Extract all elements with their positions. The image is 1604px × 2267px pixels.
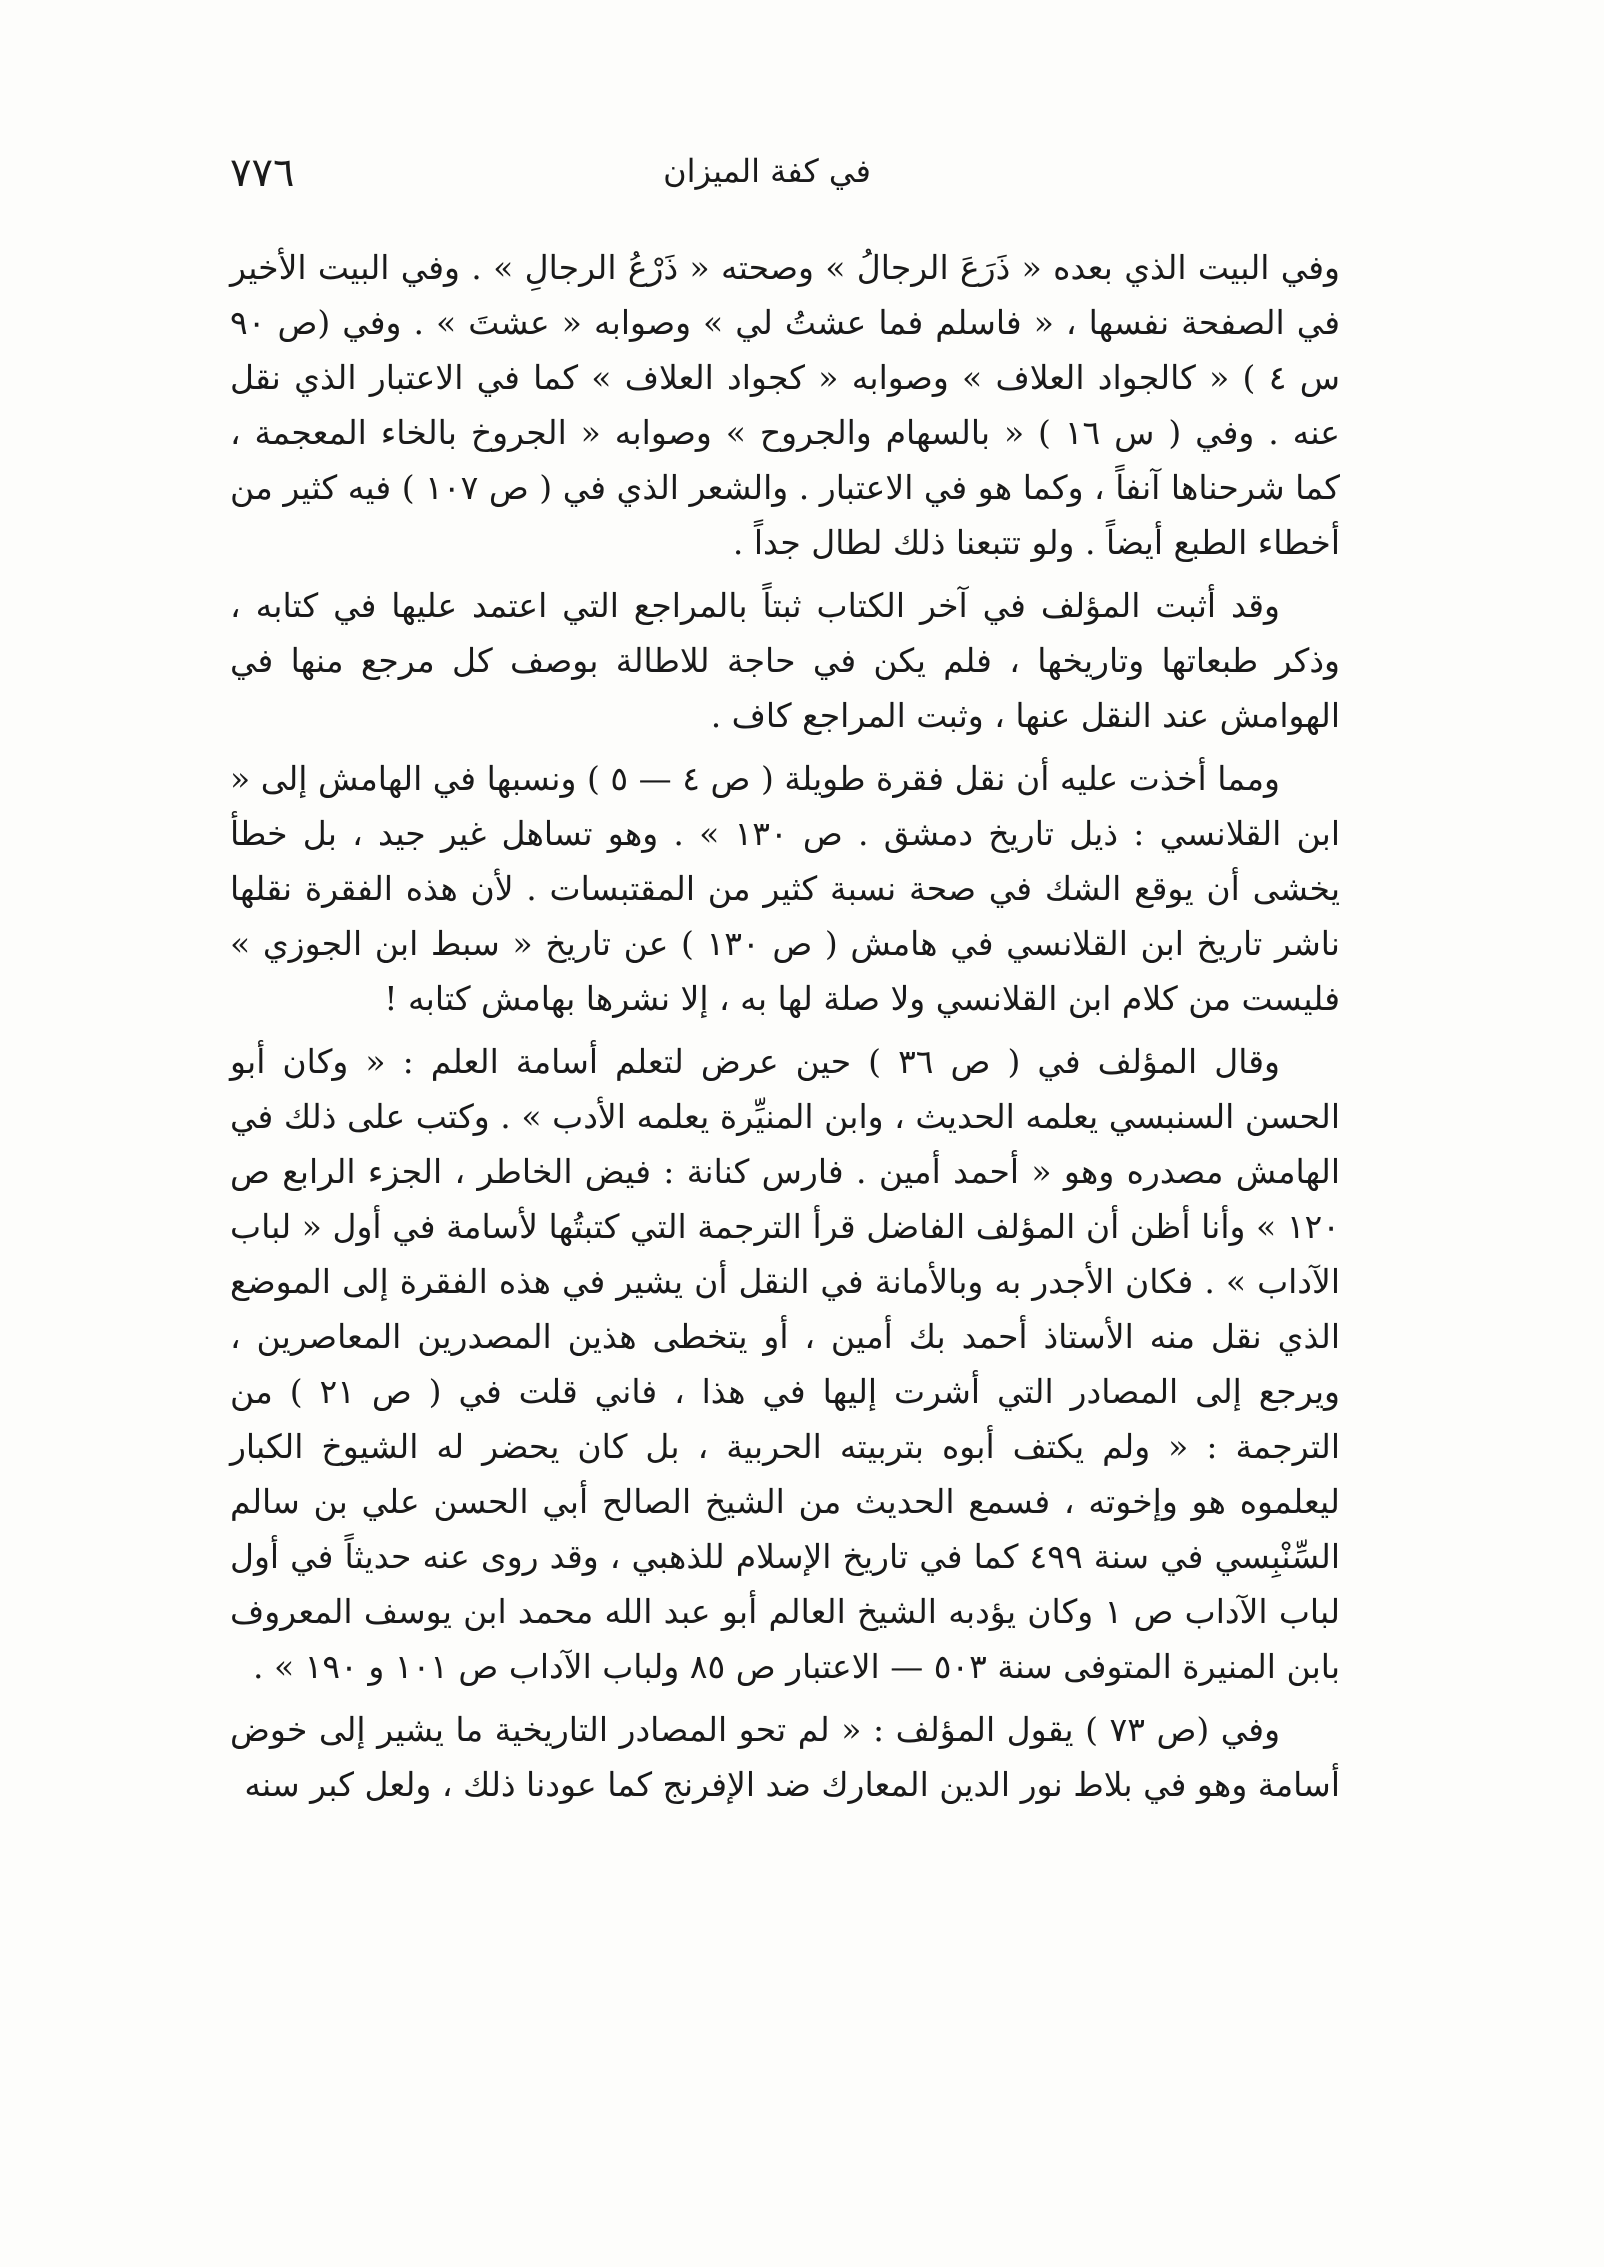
body-text [230, 240, 1340, 1820]
running-title: في كفة الميزان [663, 152, 871, 190]
page-number: ٧٧٦ [230, 150, 295, 196]
paragraph-2: وقد أثبت المؤلف في آخر الكتاب ثبتاً بالمراجع التي اعتمد عليها في كتابه ، وذكر طبعاتها وتاريخها ، فلم يكن في حاجة للاطالة بوصف كل مرجع منها في الهوامش عند النقل عنها ، وثبت المراجع كاف . [230, 586, 1340, 735]
paragraph-3: ومما أخذت عليه أن نقل فقرة طويلة ( ص ٤ — ٥ ) ونسبها في الهامش إلى « ابن القلانسي : ذيل تاريخ دمشق . ص ١٣٠ » . وهو تساهل غير جيد ، بل خطأ يخشى أن يوقع الشك في صحة نسبة كثير من المقتبسات . لأن هذه الفقرة نقلها ناشر تاريخ ابن القلانسي في هامش ( ص ١٣٠ ) عن تاريخ « سبط ابن الجوزي » فليست من كلام ابن القلانسي ولا صلة لها به ، إلا نشرها بهامش كتابه ! [230, 759, 1341, 1018]
paragraph-5: وفي (ص ٧٣ ) يقول المؤلف : « لم تحو المصادر التاريخية ما يشير إلى خوض أسامة وهو في بلاط نور الدين المعارك ضد الإفرنج كما عودنا ذلك ، ولعل كبر سنه [230, 1710, 1340, 1804]
paragraph-1: وفي البيت الذي بعده « ذَرَعَ الرجالُ » وصحته « ذَرْعُ الرجالِ » . وفي البيت الأخير في الصفحة نفسها ، « فاسلم فما عشتُ لي » وصوابه « عشتَ » . وفي (ص ٩٠ س ٤ ) « كالجواد العلاف » وصوابه « كجواد العلاف » كما في الاعتبار الذي نقل عنه . وفي ( س ١٦ ) « بالسهام والجروح » وصوابه « الجروخ بالخاء المعجمة ، كما شرحناها آنفاً ، وكما هو في الاعتبار . والشعر الذي في ( ص ١٠٧ ) فيه كثير من أخطاء الطبع أيضاً . ولو تتبعنا ذلك لطال جداً . [230, 248, 1341, 562]
paragraph-4: وقال المؤلف في ( ص ٣٦ ) حين عرض لتعلم أسامة العلم : « وكان أبو الحسن السنبسي يعلمه الحديث ، وابن المنيِّرة يعلمه الأدب » . وكتب على ذلك في الهامش مصدره وهو « أحمد أمين . فارس كنانة : فيض الخاطر ، الجزء الرابع ص ١٢٠ » وأنا أظن أن المؤلف الفاضل قرأ الترجمة التي كتبتُها لأسامة في أول « لباب الآداب » . فكان الأجدر به وبالأمانة في النقل أن يشير في هذه الفقرة إلى الموضع الذي نقل منه الأستاذ أحمد بك أمين ، أو يتخطى هذين المصدرين المعاصرين ، ويرجع إلى المصادر التي أشرت إليها في هذا ، فاني قلت في ( ص ٢١ ) من الترجمة : « ولم يكتف أبوه بتربيته الحربية ، بل كان يحضر له الشيوخ الكبار ليعلموه هو وإخوته ، فسمع الحديث من الشيخ الصالح أبي الحسن علي بن سالم السِّنْبِسي في سنة ٤٩٩ كما في تاريخ الإسلام للذهبي ، وقد روى عنه حديثاً في أول لباب الآداب ص ١ وكان يؤدبه الشيخ العالم أبو عبد الله محمد ابن يوسف المعروف بابن المنيرة المتوفى سنة ٥٠٣ — الاعتبار ص ٨٥ ولباب الآداب ص ١٠١ و ١٩٠ » . [230, 1042, 1341, 1686]
page-header [230, 150, 1304, 210]
